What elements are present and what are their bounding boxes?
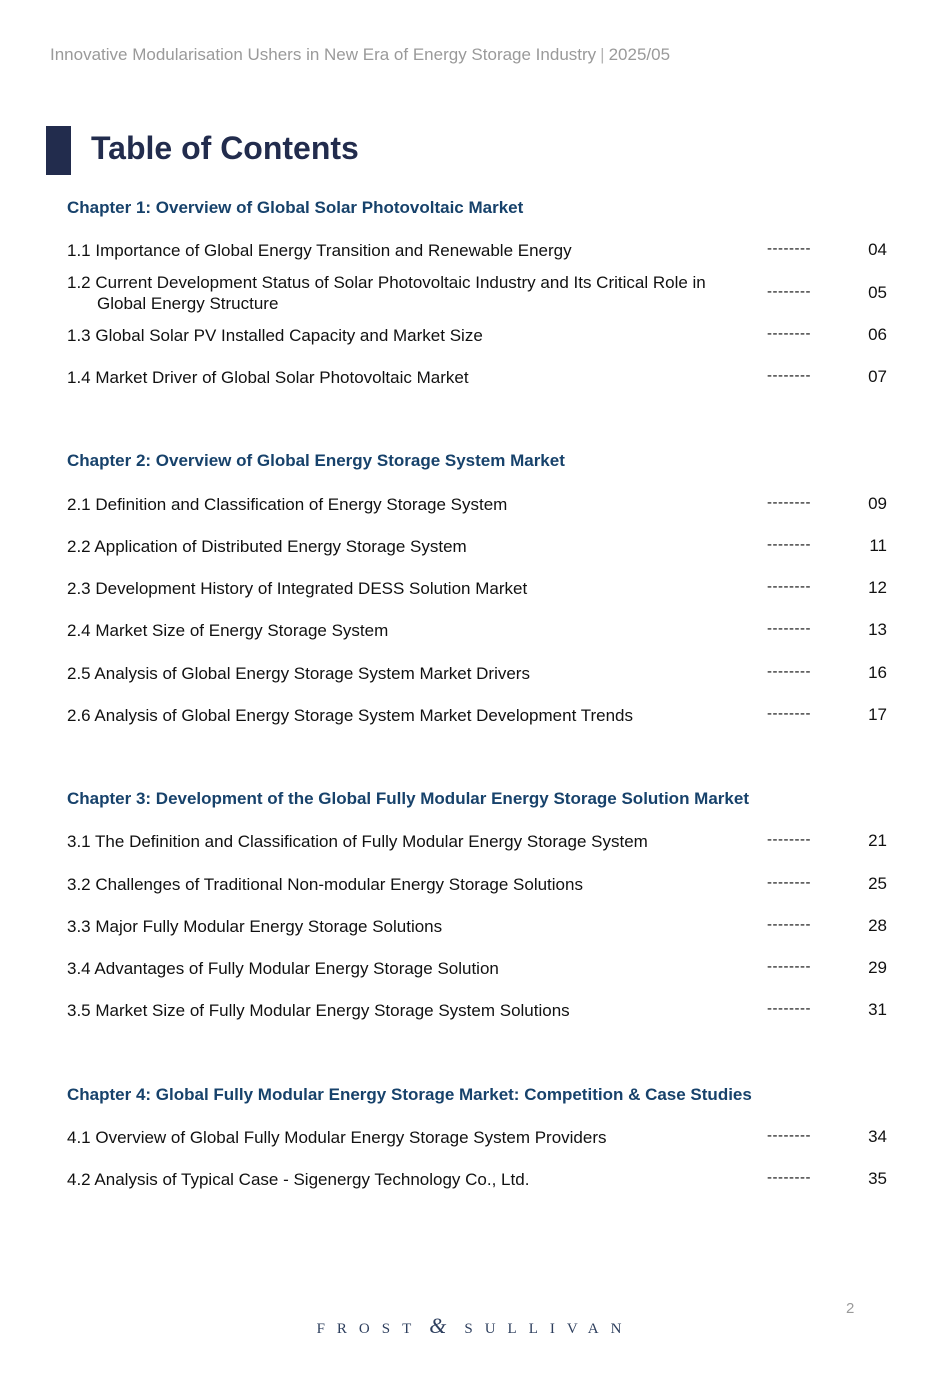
toc-leader: -------- (767, 1169, 811, 1186)
toc-entry-text: 4.2 Analysis of Typical Case - Sigenergy Technology Co., Ltd. (67, 1170, 530, 1189)
toc-leader: -------- (767, 663, 811, 680)
toc-page-number: 04 (868, 240, 887, 259)
document-title: Innovative Modularisation Ushers in New Era of Energy Storage Industry (50, 45, 597, 64)
toc-entry-text: 3.5 Market Size of Fully Modular Energy Storage System Solutions (67, 1001, 570, 1020)
page-title: Table of Contents (91, 130, 359, 166)
toc-page-number: 17 (868, 705, 887, 724)
toc-entry-text-continuation: Global Energy Structure (97, 294, 279, 313)
toc-page-number: 06 (868, 325, 887, 344)
toc-entry-text: 2.6 Analysis of Global Energy Storage System Market Development Trends (67, 706, 633, 725)
toc-entry-text-wrapped (67, 272, 747, 314)
toc-leader: -------- (767, 831, 811, 848)
toc-page-number: 25 (868, 874, 887, 893)
toc-leader: -------- (767, 1127, 811, 1144)
toc-leader: -------- (767, 958, 811, 975)
toc-entry-text: 3.3 Major Fully Modular Energy Storage Solutions (67, 917, 443, 936)
toc-entry-text: 2.3 Development History of Integrated DESS Solution Market (67, 579, 528, 598)
toc-page-number: 13 (868, 620, 887, 639)
chapter-heading-4: Chapter 4: Global Fully Modular Energy Storage Market: Competition & Case Studies (67, 1085, 752, 1104)
toc-entry-text: 2.1 Definition and Classification of Energy Storage System (67, 495, 508, 514)
document-date: 2025/05 (608, 45, 671, 64)
chapter-heading-1: Chapter 1: Overview of Global Solar Photovoltaic Market (67, 198, 524, 217)
toc-leader: -------- (767, 240, 811, 257)
title-accent-bar (46, 126, 71, 175)
toc-page-number: 29 (868, 958, 887, 977)
page-number: 2 (846, 1300, 855, 1317)
toc-entry-text: 1.1 Importance of Global Energy Transition and Renewable Energy (67, 241, 572, 260)
toc-leader: -------- (767, 874, 811, 891)
running-header (50, 45, 670, 65)
toc-page-number: 21 (868, 831, 887, 850)
toc-entry-text: 1.3 Global Solar PV Installed Capacity and Market Size (67, 326, 483, 345)
toc-leader: -------- (767, 325, 811, 342)
toc-entry-text: 3.2 Challenges of Traditional Non-modular Energy Storage Solutions (67, 875, 583, 894)
toc-leader: -------- (767, 494, 811, 511)
toc-leader: -------- (767, 578, 811, 595)
toc-entry-text: 2.2 Application of Distributed Energy Storage System (67, 537, 467, 556)
toc-leader: -------- (767, 620, 811, 637)
toc-page-number: 11 (869, 536, 887, 555)
logo-ampersand: & (429, 1313, 447, 1338)
toc-entry-text: 2.4 Market Size of Energy Storage System (67, 621, 389, 640)
chapter-heading-3: Chapter 3: Development of the Global Fully Modular Energy Storage Solution Market (67, 789, 749, 808)
toc-entry-text: 3.1 The Definition and Classification of Fully Modular Energy Storage System (67, 832, 648, 851)
logo-word-frost: FROST (316, 1321, 424, 1337)
toc-page-number: 34 (868, 1127, 887, 1146)
chapter-heading-2: Chapter 2: Overview of Global Energy Storage System Market (67, 451, 565, 470)
toc-page-number: 05 (868, 283, 887, 302)
toc-entry-text: 4.1 Overview of Global Fully Modular Energy Storage System Providers (67, 1128, 607, 1147)
toc-leader: -------- (767, 536, 811, 553)
toc-entry-text: 3.4 Advantages of Fully Modular Energy Storage Solution (67, 959, 499, 978)
toc-page-number: 09 (868, 494, 887, 513)
toc-page-number: 28 (868, 916, 887, 935)
toc-page-number: 31 (868, 1000, 887, 1019)
toc-entry-text: 1.4 Market Driver of Global Solar Photovoltaic Market (67, 368, 469, 387)
toc-entry-text: 2.5 Analysis of Global Energy Storage System Market Drivers (67, 664, 530, 683)
toc-leader: -------- (767, 367, 811, 384)
toc-page-number: 35 (868, 1169, 887, 1188)
frost-sullivan-logo (0, 1313, 950, 1339)
toc-leader: -------- (767, 1000, 811, 1017)
toc-page-number: 12 (868, 578, 887, 597)
toc-entry-text: 1.2 Current Development Status of Solar Photovoltaic Industry and Its Critical Role in (67, 273, 706, 292)
toc-leader: -------- (767, 705, 811, 722)
header-separator: | (600, 45, 605, 64)
toc-page-number: 16 (868, 663, 887, 682)
logo-word-sullivan: SULLIVAN (464, 1321, 634, 1337)
toc-page-number: 07 (868, 367, 887, 386)
toc-leader: -------- (767, 283, 811, 300)
toc-leader: -------- (767, 916, 811, 933)
